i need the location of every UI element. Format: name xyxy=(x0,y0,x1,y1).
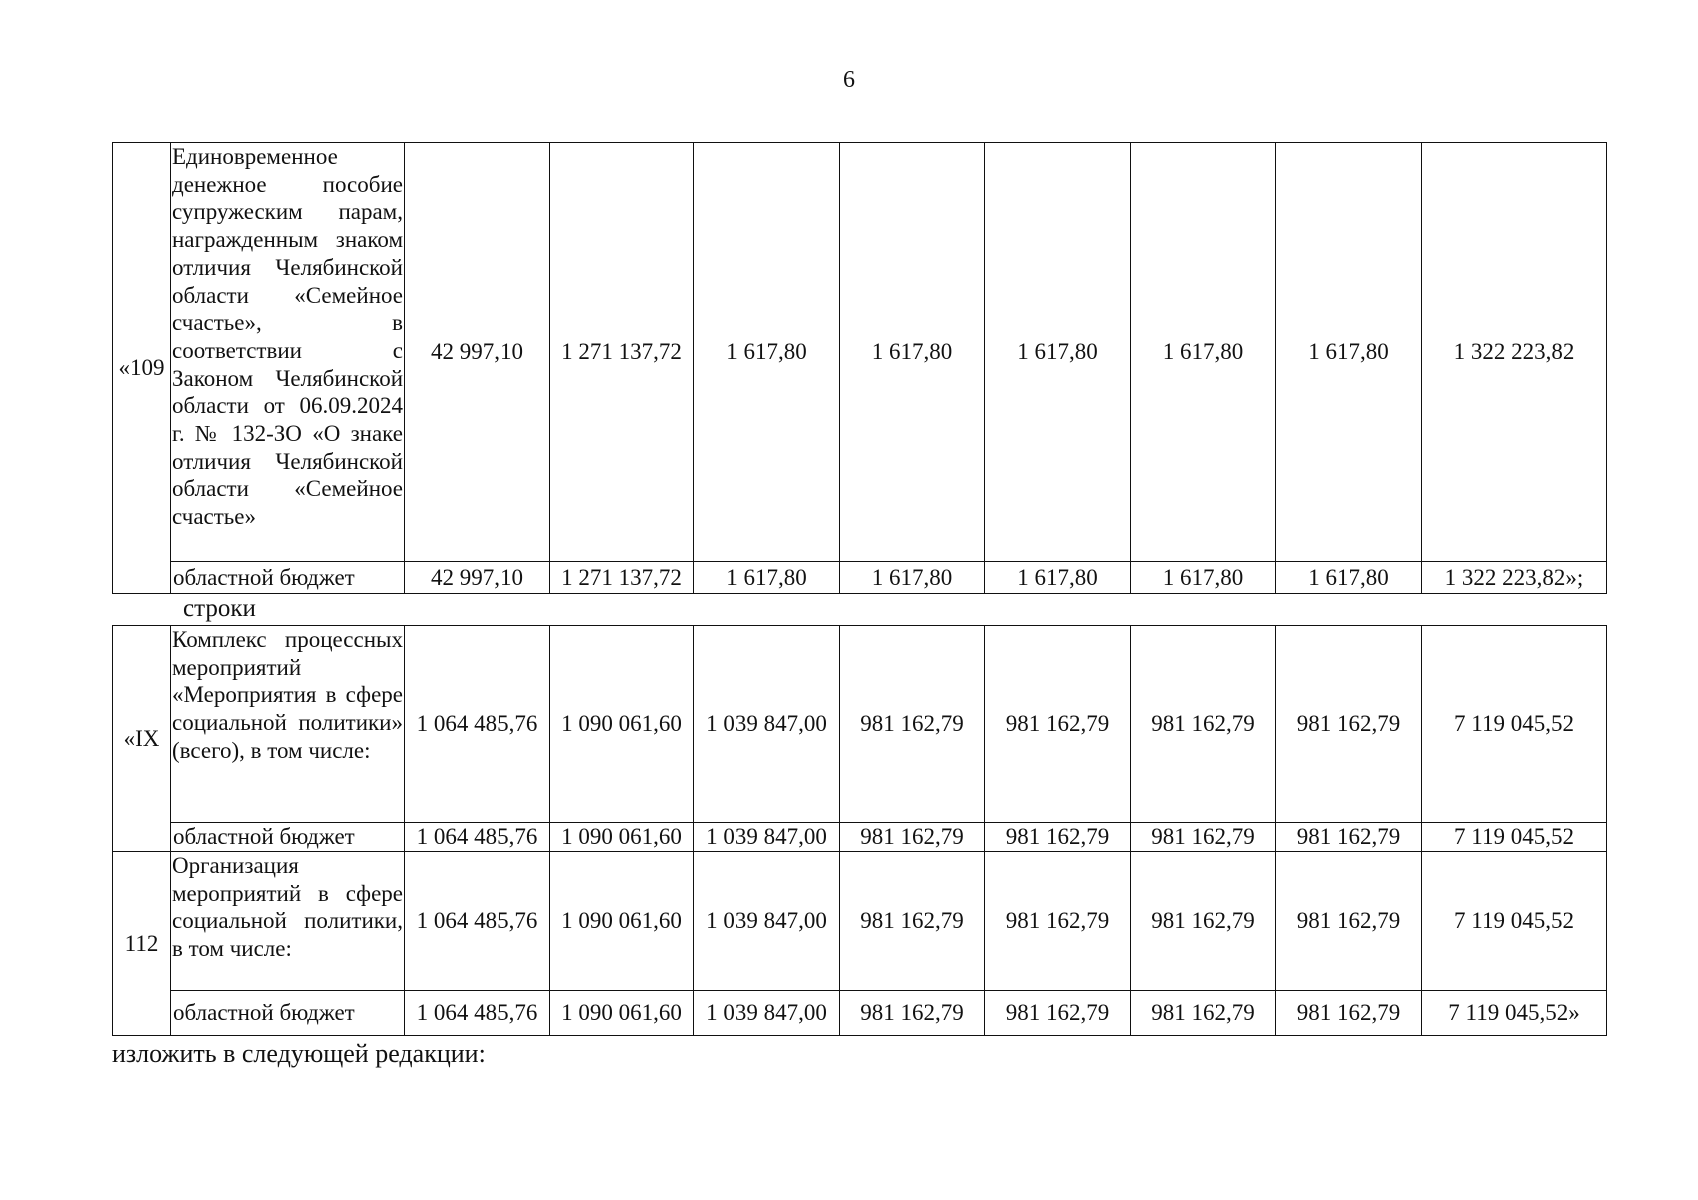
value-cell: 981 162,79 xyxy=(1276,852,1422,991)
table-section-ix xyxy=(112,625,1607,1036)
row-code: 112 xyxy=(113,852,171,1036)
value-cell: 981 162,79 xyxy=(985,852,1131,991)
value-cell: 1 617,80 xyxy=(694,562,840,594)
value-cell: 1 090 061,60 xyxy=(550,991,694,1036)
value-cell: 1 617,80 xyxy=(694,143,840,562)
value-cell: 1 271 137,72 xyxy=(550,143,694,562)
table-row-109 xyxy=(112,142,1607,594)
row-description: Организация мероприятий в сфере социальной политики, в том числе: xyxy=(171,852,405,991)
budget-label: областной бюджет xyxy=(171,823,405,852)
row-description: Единовременное денежное пособие супружеским парам, награжденным знаком отличия Челябинской области «Семейное счастье», в соответствии с Законом Челябинской области от 06.09.2024 г. № 132-ЗО «О знаке отличия Челябинской области «Семейное счастье» xyxy=(171,143,405,562)
table-row xyxy=(113,991,1607,1036)
total-cell: 7 119 045,52 xyxy=(1422,626,1607,823)
budget-label: областной бюджет xyxy=(171,562,405,594)
value-cell: 981 162,79 xyxy=(1276,991,1422,1036)
row-code: «IX xyxy=(113,626,171,852)
total-cell: 1 322 223,82»; xyxy=(1422,562,1607,594)
value-cell: 1 617,80 xyxy=(1276,143,1422,562)
value-cell: 1 064 485,76 xyxy=(405,626,550,823)
value-cell: 1 090 061,60 xyxy=(550,852,694,991)
row-code: «109 xyxy=(113,143,171,594)
value-cell: 1 271 137,72 xyxy=(550,562,694,594)
value-cell: 981 162,79 xyxy=(840,823,985,852)
value-cell: 981 162,79 xyxy=(1276,823,1422,852)
value-cell: 1 617,80 xyxy=(985,562,1131,594)
closing-text: изложить в следующей редакции: xyxy=(112,1039,486,1068)
value-cell: 981 162,79 xyxy=(985,991,1131,1036)
value-cell: 981 162,79 xyxy=(1276,626,1422,823)
value-cell: 1 617,80 xyxy=(1276,562,1422,594)
table-row xyxy=(113,823,1607,852)
total-cell: 7 119 045,52» xyxy=(1422,991,1607,1036)
total-cell: 7 119 045,52 xyxy=(1422,823,1607,852)
value-cell: 981 162,79 xyxy=(840,626,985,823)
table-row xyxy=(113,562,1607,594)
value-cell: 1 090 061,60 xyxy=(550,626,694,823)
value-cell: 981 162,79 xyxy=(985,626,1131,823)
table-row xyxy=(113,626,1607,823)
value-cell: 1 617,80 xyxy=(985,143,1131,562)
value-cell: 1 039 847,00 xyxy=(694,823,840,852)
value-cell: 1 039 847,00 xyxy=(694,626,840,823)
value-cell: 1 039 847,00 xyxy=(694,991,840,1036)
value-cell: 981 162,79 xyxy=(1131,626,1276,823)
value-cell: 42 997,10 xyxy=(405,562,550,594)
table-row xyxy=(113,143,1607,562)
page-number: 6 xyxy=(843,67,855,93)
value-cell: 981 162,79 xyxy=(1131,823,1276,852)
value-cell: 981 162,79 xyxy=(1131,852,1276,991)
value-cell: 981 162,79 xyxy=(840,852,985,991)
total-cell: 1 322 223,82 xyxy=(1422,143,1607,562)
value-cell: 981 162,79 xyxy=(840,991,985,1036)
value-cell: 42 997,10 xyxy=(405,143,550,562)
value-cell: 1 064 485,76 xyxy=(405,991,550,1036)
value-cell: 1 039 847,00 xyxy=(694,852,840,991)
value-cell: 1 617,80 xyxy=(840,562,985,594)
table-row xyxy=(113,852,1607,991)
value-cell: 1 064 485,76 xyxy=(405,823,550,852)
value-cell: 981 162,79 xyxy=(1131,991,1276,1036)
row-description: Комплекс процессных мероприятий «Мероприятия в сфере социальной политики» (всего), в том числе: xyxy=(171,626,405,823)
value-cell: 1 064 485,76 xyxy=(405,852,550,991)
value-cell: 1 617,80 xyxy=(1131,143,1276,562)
total-cell: 7 119 045,52 xyxy=(1422,852,1607,991)
budget-label: областной бюджет xyxy=(171,991,405,1036)
value-cell: 1 617,80 xyxy=(840,143,985,562)
connector-text: строки xyxy=(183,595,256,622)
value-cell: 1 090 061,60 xyxy=(550,823,694,852)
value-cell: 981 162,79 xyxy=(985,823,1131,852)
value-cell: 1 617,80 xyxy=(1131,562,1276,594)
